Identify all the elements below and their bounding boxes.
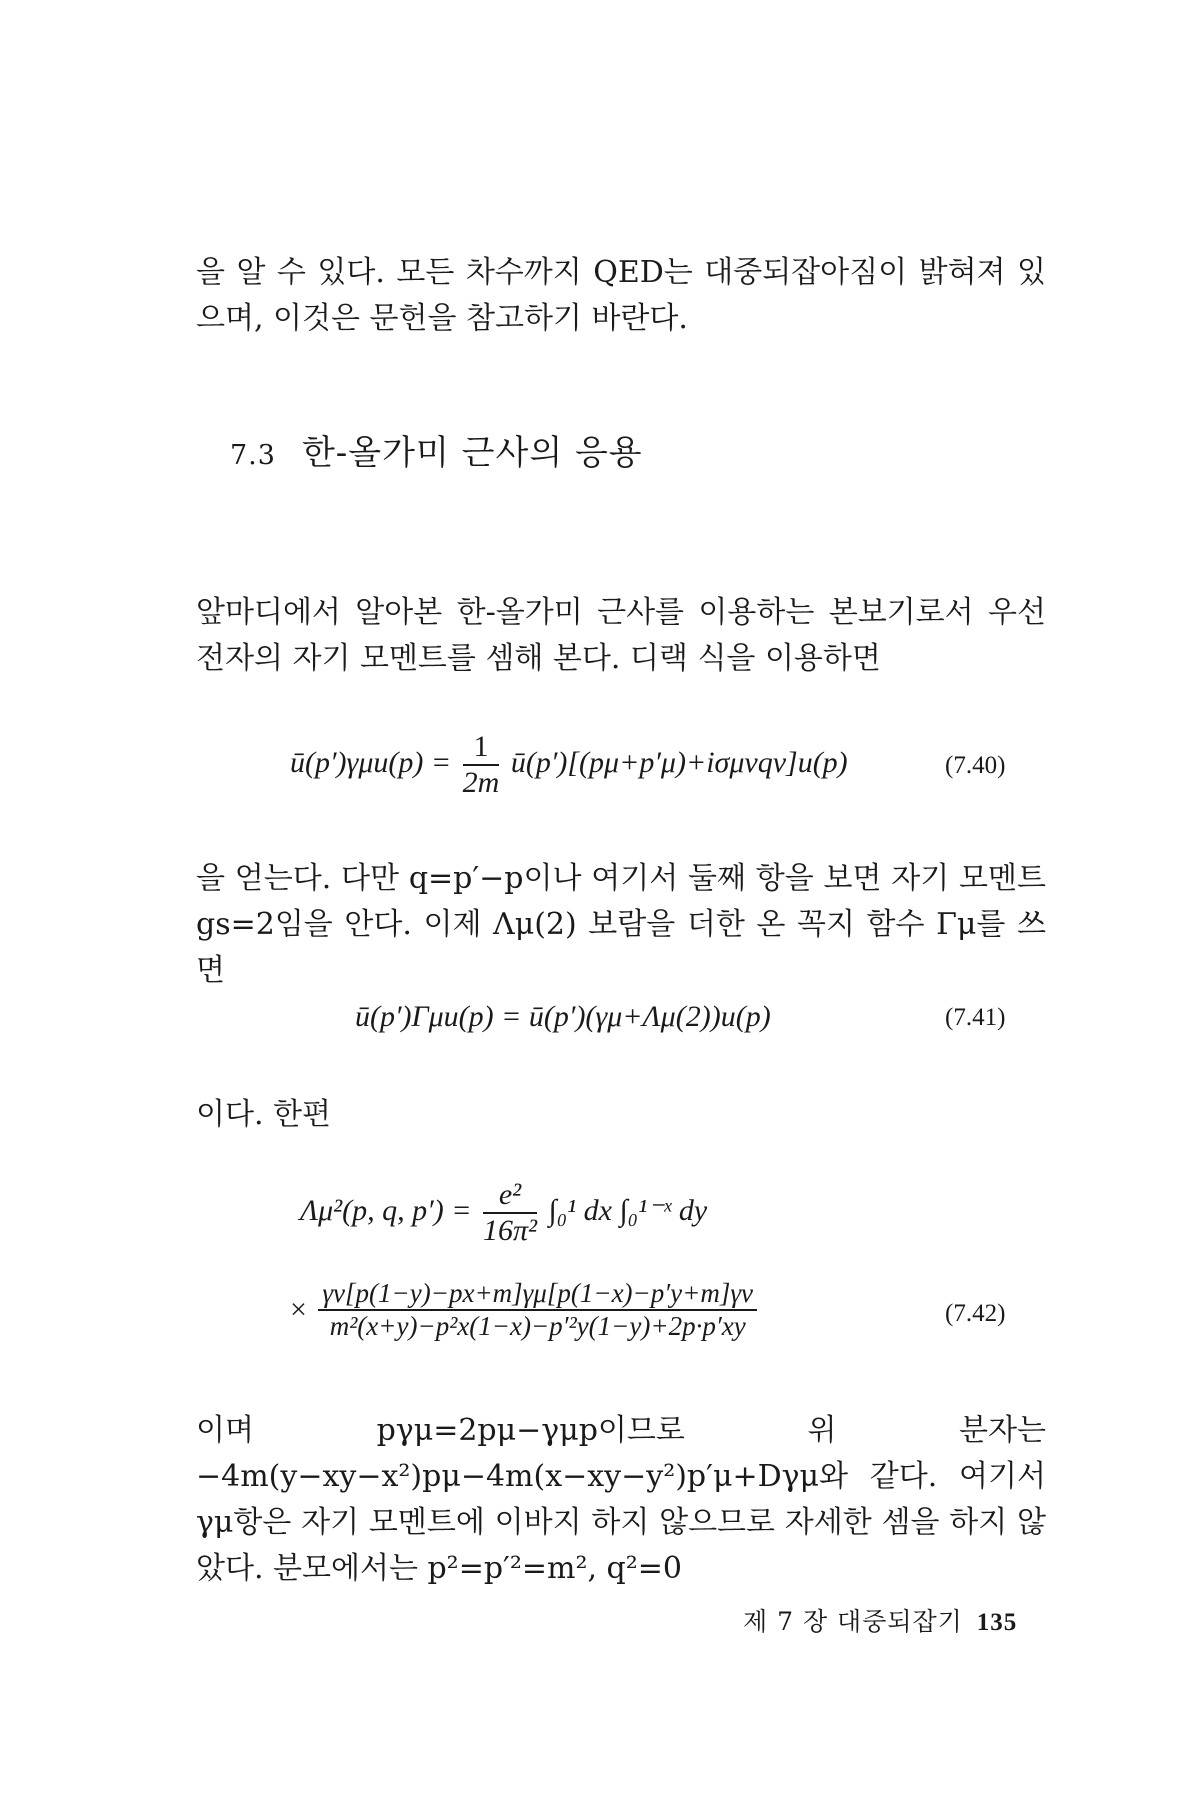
paragraph-meanwhile [196, 1092, 1046, 1138]
section-title: 한-올가미 근사의 응용 [301, 433, 643, 473]
equation-rhs: ū(p′)[(pμ+p′μ)+iσμνqν]u(p) [510, 745, 848, 779]
equation-7-42-line2 [290, 1278, 757, 1342]
equation-lhs: Λμ²(p, q, p′) = [300, 1193, 472, 1227]
equation-number: (7.40) [945, 752, 1006, 779]
paragraph-text: 을 얻는다. 다만 q=p′−p이나 여기서 둘째 항을 보면 자기 모멘트 gs=2임을 안다. 이제 Λμ(2) 보람을 더한 온 꼭지 함수 Γμ를 쓰면 [196, 861, 1046, 988]
chapter-label: 제 7 장 대중되잡기 [743, 1607, 963, 1636]
times-sign: × [290, 1293, 307, 1326]
fraction-denominator: 2m [462, 766, 500, 799]
equation-main-fraction [318, 1278, 757, 1342]
equation-prefactor [483, 1178, 537, 1248]
page-number: 135 [976, 1609, 1018, 1636]
prefactor-denominator: 16π² [482, 1214, 537, 1247]
paragraph-text: 이다. 한편 [196, 1097, 331, 1132]
paragraph-text: 앞마디에서 알아본 한-올가미 근사를 이용하는 본보기로서 우선 전자의 자기 모멘트를 셈해 본다. 디랙 식을 이용하면 [196, 595, 1046, 676]
fraction-denominator: m²(x+y)−p²x(1−x)−p′²y(1−y)+2p·p′xy [329, 1311, 746, 1341]
equation-number: (7.42) [945, 1300, 1006, 1327]
equation-7-42-line1 [300, 1178, 707, 1248]
paragraph-text: 을 알 수 있다. 모든 차수까지 QED는 대중되잡아짐이 밝혀져 있으며, 이것은 문헌을 참고하기 바란다. [196, 255, 1046, 336]
equation-7-40 [290, 730, 848, 800]
equation-7-41 [355, 1000, 771, 1034]
paragraph-moment [196, 856, 1046, 994]
section-number: 7.3 [230, 440, 276, 471]
page-footer [743, 1602, 1017, 1638]
equation-number: (7.41) [945, 1004, 1006, 1031]
paragraph-text: 이며 pγμ=2pμ−γμp이므로 위 분자는 −4m(y−xy−x²)pμ−4m(x−xy−y²)p′μ+Dγμ와 같다. 여기서 γμ항은 자기 모멘트에 이바지 하지 않으므로 자세한 셈을 하지 않았다. 분모에서는 p²=p′²=m², q²=0 [196, 1413, 1046, 1586]
equation-fraction [463, 730, 500, 800]
paragraph-dirac [196, 590, 1046, 682]
equation-body: ū(p′)Γμu(p) = ū(p′)(γμ+Λμ(2))u(p) [355, 1000, 771, 1033]
equation-integrals: ∫₀¹ dx ∫₀¹⁻ˣ dy [548, 1193, 708, 1227]
paragraph-intro [196, 250, 1046, 342]
section-heading [230, 425, 643, 474]
paragraph-numerator [196, 1408, 1046, 1592]
fraction-numerator: 1 [463, 730, 500, 766]
prefactor-numerator: e² [483, 1178, 537, 1214]
fraction-numerator: γν[p(1−y)−px+m]γμ[p(1−x)−p′y+m]γν [318, 1278, 757, 1311]
equation-lhs: ū(p′)γμu(p) = [290, 745, 452, 779]
